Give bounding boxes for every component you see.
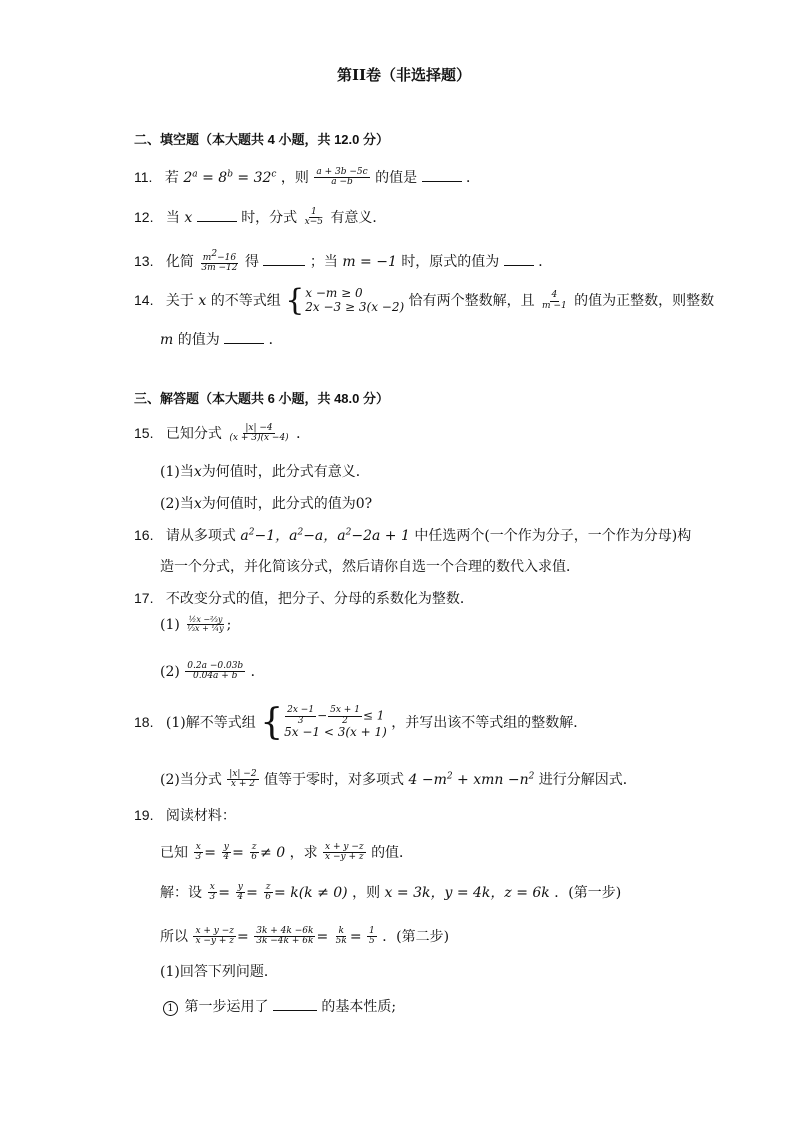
fraction: $\frac{0.2a -0.03b}{0.04a + b}$: [187, 661, 244, 682]
fraction: $\frac{a + 3b -5c}{a -b}$: [316, 167, 368, 188]
question-number: 19.: [134, 807, 154, 823]
question-19-given: 已知 $\frac{x}{3}$ = $\frac{y}{4}$ = $\frac{z}{6}$ ≠ 0 ，求 $\frac{x + y -z}{x -y + z}$ 的值．: [160, 842, 414, 863]
answer-blank[interactable]: [422, 169, 462, 182]
question-15-part-1: (1)当x为何值时，此分式有意义．: [160, 464, 370, 480]
question-number: 18.: [134, 714, 154, 730]
fraction: $\frac{|x| -4}{(x + 3)(x -4)}$: [229, 423, 289, 444]
question-14: 14. 关于 x 的不等式组 { x −m ≥ 0 2x −3 ≥ 3(x −2) 恰有两个整数解，且 $\frac{4}{m -1}$ 的值为正整数，则整数: [134, 283, 715, 318]
circled-number: 1: [163, 1001, 178, 1016]
question-number: 15.: [134, 424, 154, 441]
question-17-part-1: (1) $\frac{\text{½x −⅔y}}{\text{⅓x + ¼y}}$ ;: [160, 615, 232, 634]
question-number: 12.: [134, 208, 154, 225]
section-answer-heading: 三、解答题（本大题共 6 小题，共 48.0 分）: [134, 391, 389, 406]
question-19-sub-1: 1 第一步运用了 的基本性质;: [163, 998, 396, 1016]
question-number: 13.: [134, 252, 154, 269]
section-fill-in-heading: 二、填空题（本大题共 4 小题，共 12.0 分）: [134, 132, 389, 147]
question-19-part-1: (1)回答下列问题．: [160, 964, 278, 980]
fraction: $\frac{m^2-16}{3m -12}$: [201, 249, 238, 274]
question-number: 16.: [134, 527, 154, 543]
question-number: 11.: [134, 168, 153, 185]
answer-blank[interactable]: [504, 253, 534, 266]
question-number: 14.: [134, 292, 154, 308]
answer-blank[interactable]: [263, 253, 305, 266]
answer-blank[interactable]: [224, 331, 264, 344]
answer-blank[interactable]: [197, 209, 237, 222]
question-15: 15. 已知分式 $\frac{|x| -4}{(x + 3)(x -4)}$ ．: [134, 423, 311, 444]
question-16: 16. 请从多项式 $a^2-1$，$a^2-a$，$a^2-2a + 1$ 中任选两个(一个作为分子，一个作为分母)构: [134, 527, 692, 544]
answer-blank[interactable]: [273, 998, 317, 1011]
fraction: $\frac{1}{x-5}$: [304, 207, 323, 228]
question-18: 18. (1)解不等式组 { $\frac{2x -1}{3}$ − $\frac{5x + 1}{2}$ ≤ 1 5x −1 < 3(x + 1) ，并写出该不等式组的整数解．: [134, 702, 588, 743]
question-11: 11. 若 $2^a = 8^b = 32^c$ ，则 $\frac{a + 3b -5c}{a -b}$ 的值是 ．: [134, 167, 481, 188]
math-expression: $2^a = 8^b = 32^c$: [183, 169, 277, 186]
page-title: 第II卷（非选择题）: [337, 66, 472, 84]
question-13: 13. 化简 $\frac{m^2-16}{3m -12}$ 得 ；当 m = −1 时，原式的值为 ．: [134, 249, 553, 274]
fraction: $\frac{|x| -2}{x + 2}$: [229, 769, 257, 790]
question-number: 17.: [134, 590, 154, 606]
question-15-part-2: (2)当x为何值时，此分式的值为0?: [160, 496, 373, 512]
question-17: 17. 不改变分式的值，把分子、分母的系数化为整数．: [134, 590, 474, 607]
question-18-part-2: (2)当分式 $\frac{|x| -2}{x + 2}$ 值等于零时，对多项式 $4 -m^2$ + xmn $-n^2$ 进行分解因式．: [160, 769, 637, 790]
question-12: 12. 当 x 时，分式 $\frac{1}{x-5}$ 有意义．: [134, 207, 387, 228]
question-19-step-2: 所以 $\frac{x + y -z}{x -y + z}$ = $\frac{3k + 4k -6k}{3k -4k + 6k}$ = $\frac{k}{5k}$ = $\frac{1}{5}$ ．(第二步): [160, 926, 450, 947]
question-19: 19. 阅读材料：: [134, 807, 236, 824]
fraction: $\frac{\text{½x −⅔y}}{\text{⅓x + ¼y}}$: [187, 615, 224, 634]
question-19-step-1: 解：设 $\frac{x}{3}$ = $\frac{y}{4}$ = $\frac{z}{6}$ = k(k ≠ 0) ，则 x = 3k，y = 4k，z = 6k ．(第一步): [160, 882, 622, 903]
fraction: $\frac{4}{m -1}$: [542, 290, 567, 311]
question-14-line-2: m 的值为 ．: [160, 332, 283, 348]
question-17-part-2: (2) $\frac{0.2a -0.03b}{0.04a + b}$ ．: [160, 661, 265, 682]
inequality-system: $\frac{2x -1}{3}$ − $\frac{5x + 1}{2}$ ≤ 1 5x −1 < 3(x + 1): [284, 705, 387, 740]
inequality-system: x −m ≥ 0 2x −3 ≥ 3(x −2): [305, 286, 405, 314]
question-16-line-2: 造一个分式，并化简该分式，然后请你自选一个合理的数代入求值．: [160, 559, 580, 575]
